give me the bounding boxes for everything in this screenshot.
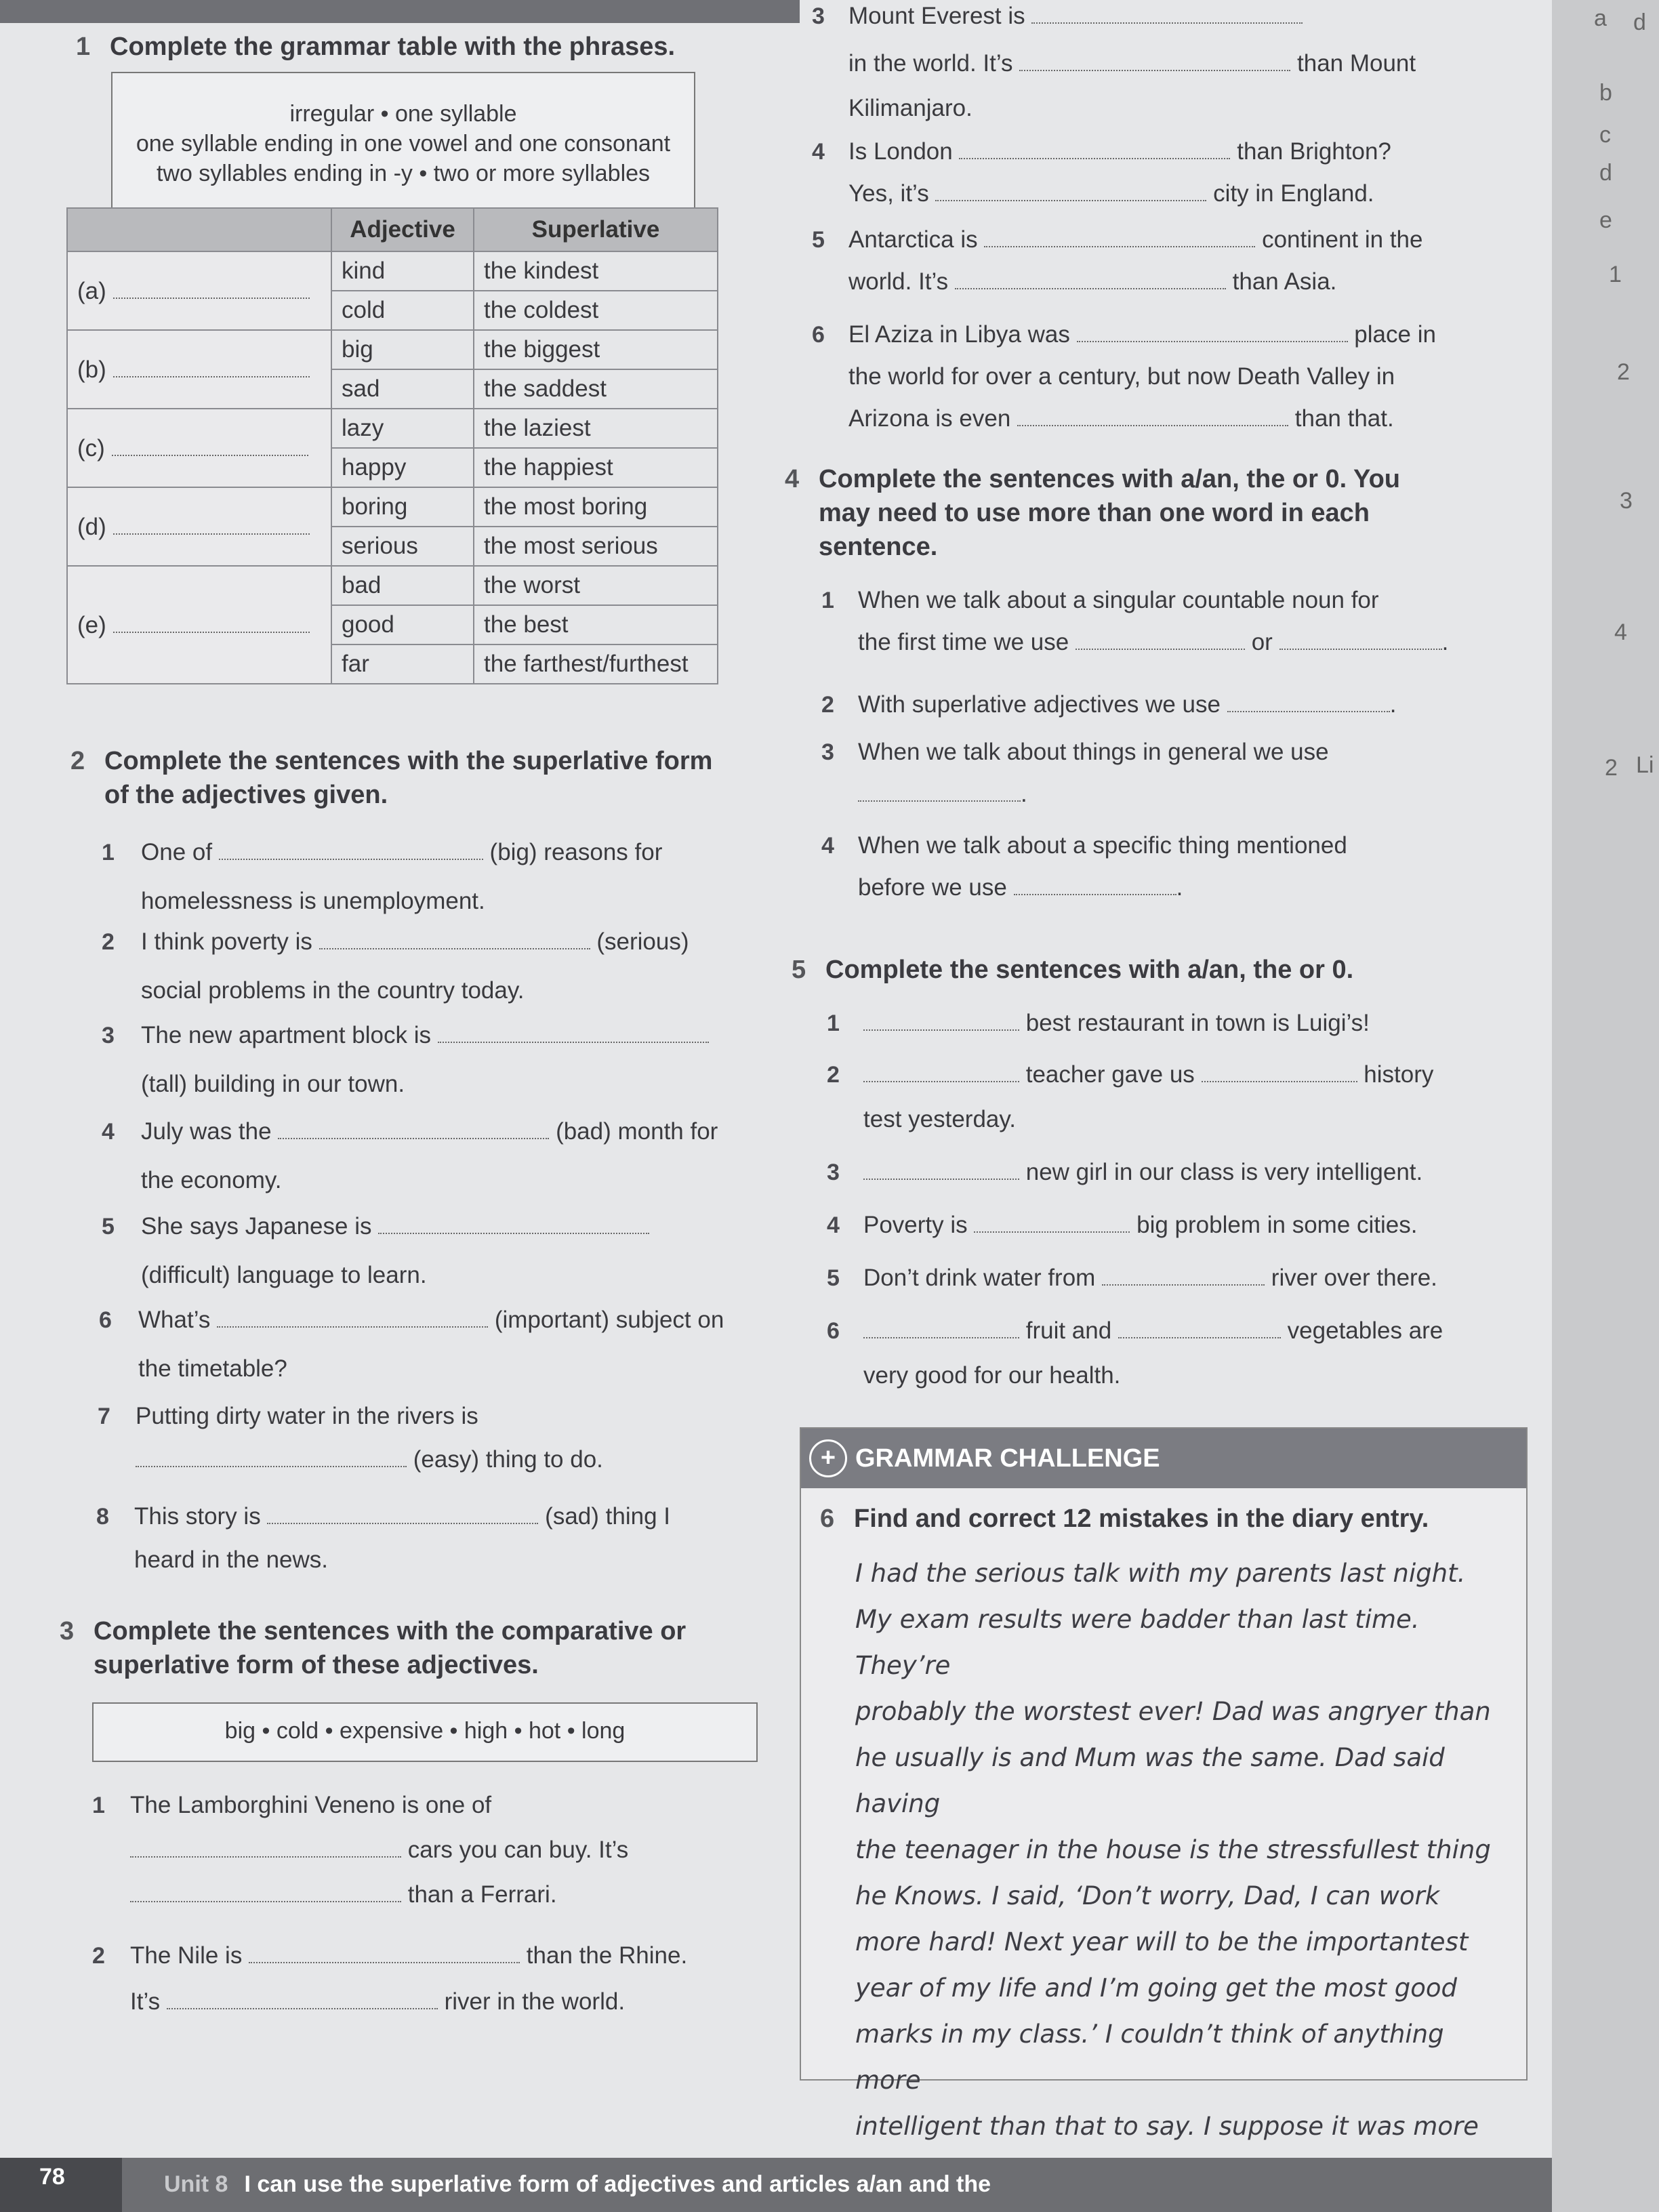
exercise-2-item	[99, 1304, 763, 1385]
answer-blank[interactable]	[267, 1502, 538, 1524]
item-number: 6	[812, 322, 825, 348]
item-number: 3	[821, 739, 834, 765]
item-text: continent in the	[1262, 226, 1423, 253]
section-3-heading	[60, 1614, 744, 1682]
exercise-5-item	[827, 1262, 1504, 1294]
edge-text: Li	[1636, 752, 1654, 778]
item-number: 1	[102, 840, 115, 865]
adjective-cell: far	[331, 644, 474, 684]
phrase-line: two syllables ending in -y • two or more syllables	[156, 161, 651, 186]
answer-blank[interactable]	[1077, 321, 1348, 342]
edge-text: b	[1599, 80, 1612, 106]
item-text: than that.	[1294, 405, 1394, 432]
item-text: Is London	[848, 138, 953, 165]
item-number: 4	[821, 833, 834, 859]
superlative-cell: the biggest	[474, 330, 718, 369]
item-text: the economy.	[141, 1167, 282, 1193]
item-text: Don’t drink water from	[863, 1265, 1096, 1291]
item-text: the timetable?	[138, 1355, 287, 1382]
exercise-3-item	[812, 224, 1503, 298]
section-title: Complete the grammar table with the phrases.	[110, 33, 676, 61]
item-text: river in the world.	[444, 1988, 626, 2015]
edge-text: e	[1599, 207, 1612, 233]
answer-blank[interactable]	[984, 226, 1255, 247]
exercise-3-item	[812, 0, 1503, 125]
answer-blank[interactable]	[319, 928, 590, 949]
adjective-cell: cold	[331, 291, 474, 330]
item-text: The Nile is	[130, 1942, 243, 1969]
item-text: new girl in our class is very intelligent.	[1025, 1159, 1423, 1185]
item-text: cars you can buy. It’s	[407, 1837, 629, 1863]
item-text: (important) subject on	[494, 1307, 724, 1333]
answer-blank[interactable]	[935, 180, 1206, 201]
rule-label-cell[interactable]: (b)	[67, 330, 331, 409]
item-text: the first time we use	[858, 629, 1069, 655]
answer-blank[interactable]	[858, 780, 1021, 802]
section-title: Complete the sentences with the comparative or	[94, 1617, 687, 1645]
exercise-5-item	[827, 1007, 1504, 1040]
item-number: 3	[812, 3, 825, 29]
item-text: When we talk about a specific thing mentioned	[858, 832, 1347, 859]
top-header-band	[0, 0, 800, 23]
item-text: before we use	[858, 874, 1007, 901]
item-number: 1	[827, 1010, 840, 1036]
edge-text: a	[1594, 5, 1607, 31]
exercise-5-item	[827, 1209, 1504, 1242]
item-number: 1	[92, 1793, 105, 1818]
exercise-4-item	[821, 830, 1499, 904]
unit-label: Unit 8	[164, 2171, 228, 2197]
section-title: of the adjectives given.	[104, 781, 388, 809]
edge-text: 4	[1614, 619, 1627, 645]
item-text: When we talk about a singular countable noun for	[858, 587, 1379, 613]
item-number: 8	[96, 1504, 109, 1530]
item-text: .	[1389, 691, 1397, 718]
item-text: heard in the news.	[134, 1547, 329, 1573]
exercise-3-item	[812, 136, 1503, 210]
can-do-statement: I can use the superlative form of adjectives and articles a/an and the	[244, 2171, 991, 2197]
section-number: 3	[60, 1617, 75, 1645]
exercise-3-item	[812, 319, 1503, 435]
item-text: (serious)	[596, 928, 689, 955]
item-number: 2	[827, 1062, 840, 1088]
item-text: .	[1176, 874, 1183, 901]
answer-blank[interactable]	[1279, 628, 1442, 650]
answer-blank[interactable]	[219, 838, 483, 860]
item-text: (bad) month for	[556, 1118, 718, 1145]
item-text: Putting dirty water in the rivers is	[136, 1403, 478, 1429]
answer-blank[interactable]	[1019, 49, 1290, 71]
adjective-cell: kind	[331, 251, 474, 291]
item-text: .	[1441, 629, 1449, 655]
item-number: 1	[821, 588, 834, 613]
answer-blank[interactable]	[1076, 628, 1245, 650]
superlative-cell: the laziest	[474, 409, 718, 448]
item-text: big problem in some cities.	[1136, 1212, 1418, 1238]
item-number: 4	[827, 1212, 840, 1238]
answer-blank[interactable]	[955, 268, 1226, 289]
item-text: in the world. It’s	[848, 50, 1013, 77]
rule-label-cell[interactable]: (d)	[67, 487, 331, 566]
superlative-cell: the happiest	[474, 448, 718, 487]
diary-entry-text: I had the serious talk with my parents last night. My exam results were badder than last time. They’re probably the worstest ever! Dad was angryer than he usually is and Mum was the same. Dad said having the teenager in the house is the stressfullest thing he Knows. I said, ‘Don’t worry, Dad, I can work more hard! Next year will to be the importantest year of my life and I’m going get the most good marks in my class.’ I couldn’t think of anything more intelligent than that to say. I suppose it was more	[855, 1559, 1491, 2141]
answer-blank[interactable]	[863, 1317, 1019, 1338]
answer-blank[interactable]	[130, 1836, 401, 1858]
adjective-cell: lazy	[331, 409, 474, 448]
item-number: 6	[99, 1307, 112, 1333]
exercise-4-item	[821, 584, 1499, 659]
exercise-4-item	[821, 736, 1499, 811]
adjective-cell: serious	[331, 527, 474, 566]
item-text: than Asia.	[1232, 268, 1337, 295]
answer-blank[interactable]	[1202, 1061, 1357, 1082]
edge-text: 3	[1620, 488, 1633, 514]
superlative-header: Superlative	[474, 208, 718, 251]
section-title: Complete the sentences with a/an, the or 0.	[825, 956, 1354, 984]
item-text: vegetables are	[1287, 1317, 1443, 1344]
item-text: history	[1364, 1061, 1434, 1088]
item-number: 2	[102, 929, 115, 955]
section-number: 4	[785, 465, 800, 493]
superlative-cell: the worst	[474, 566, 718, 605]
table-row	[67, 251, 718, 291]
item-number: 4	[102, 1119, 115, 1145]
facing-page-edge	[1552, 0, 1659, 2212]
phrase-box	[111, 72, 695, 214]
answer-blank[interactable]	[1118, 1317, 1281, 1338]
section-4-heading	[785, 462, 1469, 564]
adjective-cell: happy	[331, 448, 474, 487]
item-text: homelessness is unemployment.	[141, 888, 485, 914]
item-text: I think poverty is	[141, 928, 312, 955]
exercise-5-item	[827, 1059, 1504, 1136]
edge-text: 2	[1605, 755, 1618, 781]
answer-blank[interactable]	[130, 1881, 401, 1902]
item-text: the world for over a century, but now Death Valley in	[848, 363, 1395, 390]
item-text: Arizona is even	[848, 405, 1011, 432]
page-footer	[0, 2158, 1599, 2212]
item-text: test yesterday.	[863, 1106, 1017, 1132]
section-number: 1	[76, 33, 91, 61]
item-text: fruit and	[1025, 1317, 1112, 1344]
item-text: El Aziza in Libya was	[848, 321, 1070, 348]
answer-blank[interactable]	[378, 1212, 649, 1234]
item-text: What’s	[138, 1307, 211, 1333]
answer-blank[interactable]	[249, 1942, 520, 1963]
adjective-cell: good	[331, 605, 474, 644]
item-text: (sad) thing I	[545, 1503, 670, 1530]
answer-blank[interactable]	[1227, 691, 1390, 712]
page-number: 78	[0, 2158, 122, 2212]
item-text: social problems in the country today.	[141, 977, 525, 1004]
answer-blank[interactable]	[863, 1061, 1019, 1082]
edge-text: c	[1599, 122, 1611, 148]
item-number: 7	[98, 1404, 110, 1429]
section-title: Find and correct 12 mistakes in the diary entry.	[854, 1504, 1429, 1533]
section-title: Complete the sentences with the superlative form	[104, 747, 713, 775]
exercise-2-item	[102, 1210, 752, 1292]
grammar-challenge-box	[800, 1427, 1528, 2141]
item-text: She says Japanese is	[141, 1213, 372, 1240]
section-title: superlative form of these adjectives.	[94, 1651, 539, 1679]
superlative-cell: the most serious	[474, 527, 718, 566]
adjective-header: Adjective	[331, 208, 474, 251]
item-number: 3	[827, 1160, 840, 1185]
phrase-line: one syllable ending in one vowel and one consonant	[136, 131, 671, 157]
superlative-cell: the saddest	[474, 369, 718, 409]
item-text: (tall) building in our town.	[141, 1071, 405, 1097]
item-text: than the Rhine.	[526, 1942, 688, 1969]
answer-blank[interactable]	[217, 1306, 488, 1328]
section-title: Complete the sentences with a/an, the or 0. You	[819, 465, 1401, 493]
item-text: .	[1021, 781, 1027, 807]
item-text: Poverty is	[863, 1212, 968, 1238]
exercise-2-item	[102, 926, 752, 1007]
item-text: One of	[141, 839, 213, 865]
superlative-cell: the farthest/furthest	[474, 644, 718, 684]
item-text: The Lamborghini Veneno is one of	[130, 1792, 492, 1818]
item-text: (easy) thing to do.	[413, 1446, 603, 1473]
item-text: place in	[1354, 321, 1436, 348]
answer-blank[interactable]	[863, 1158, 1019, 1180]
item-number: 4	[812, 139, 825, 165]
adjective-word-box: big • cold • expensive • high • hot • long	[92, 1702, 758, 1762]
adjective-cell: bad	[331, 566, 474, 605]
answer-blank[interactable]	[959, 138, 1230, 159]
edge-text: d	[1633, 9, 1646, 35]
challenge-banner	[801, 1429, 1526, 1488]
section-number: 5	[792, 956, 806, 984]
section-title: sentence.	[819, 533, 938, 561]
item-number: 5	[812, 227, 825, 253]
exercise-2-item	[102, 836, 752, 918]
item-text: With superlative adjectives we use	[858, 691, 1221, 718]
item-text: world. It’s	[848, 268, 949, 295]
exercise-5-item	[827, 1315, 1504, 1392]
section-title: may need to use more than one word in each	[819, 499, 1370, 527]
item-text: very good for our health.	[863, 1362, 1121, 1389]
item-text: teacher gave us	[1025, 1061, 1195, 1088]
item-text: (difficult) language to learn.	[141, 1262, 427, 1288]
item-text: Yes, it’s	[848, 180, 929, 207]
item-text: city in England.	[1213, 180, 1374, 207]
item-text: This story is	[134, 1503, 261, 1530]
adjective-cell: big	[331, 330, 474, 369]
exercise-2-item	[102, 1019, 752, 1101]
rule-label-cell[interactable]: (a)	[67, 251, 331, 330]
edge-text: d	[1599, 160, 1612, 186]
empty-header-cell	[67, 208, 331, 251]
rule-label-cell[interactable]: (c)	[67, 409, 331, 487]
item-number: 3	[102, 1023, 115, 1048]
edge-text: 2	[1617, 359, 1630, 385]
item-text: river over there.	[1271, 1265, 1437, 1291]
item-text: (big) reasons for	[489, 839, 663, 865]
answer-blank[interactable]	[974, 1211, 1130, 1233]
exercise-2-item	[102, 1115, 752, 1197]
item-text: The new apartment block is	[141, 1022, 431, 1048]
rule-label-cell[interactable]: (e)	[67, 566, 331, 684]
plus-circle-icon: +	[809, 1439, 847, 1477]
section-5-heading	[792, 953, 1503, 987]
adjective-cell: boring	[331, 487, 474, 527]
section-number: 6	[820, 1504, 835, 1533]
section-6-heading	[820, 1502, 1429, 1536]
item-text: Kilimanjaro.	[848, 95, 972, 121]
superlative-cell: the most boring	[474, 487, 718, 527]
answer-blank[interactable]	[1102, 1264, 1265, 1286]
answer-blank[interactable]	[1031, 2, 1303, 24]
item-text: Antarctica is	[848, 226, 978, 253]
item-text: When we talk about things in general we use	[858, 739, 1329, 765]
exercise-3-item	[92, 1940, 743, 2018]
exercise-5-item	[827, 1156, 1504, 1189]
item-text: than Mount	[1297, 50, 1416, 77]
item-text: than a Ferrari.	[407, 1881, 557, 1908]
edge-text: 1	[1609, 262, 1622, 287]
answer-blank[interactable]	[1017, 405, 1288, 426]
section-1-heading	[76, 30, 676, 64]
item-text: or	[1251, 629, 1273, 655]
adjective-cell: sad	[331, 369, 474, 409]
exercise-2-item	[96, 1500, 747, 1576]
table-row	[67, 566, 718, 605]
footer-statement	[164, 2171, 991, 2198]
section-number: 2	[70, 747, 85, 775]
item-text: It’s	[130, 1988, 161, 2015]
superlative-cell: the best	[474, 605, 718, 644]
item-number: 2	[821, 692, 834, 718]
item-number: 2	[92, 1943, 105, 1969]
table-row	[67, 330, 718, 369]
exercise-2-item	[98, 1400, 748, 1476]
item-number: 5	[827, 1265, 840, 1291]
challenge-banner-label: GRAMMAR CHALLENGE	[855, 1444, 1160, 1473]
grammar-table	[66, 207, 718, 684]
section-2-heading	[70, 744, 755, 812]
item-text: July was the	[141, 1118, 272, 1145]
table-header-row	[67, 208, 718, 251]
superlative-cell: the kindest	[474, 251, 718, 291]
table-row	[67, 409, 718, 448]
answer-blank[interactable]	[863, 1009, 1019, 1031]
exercise-3-item	[92, 1789, 743, 1911]
item-number: 6	[827, 1318, 840, 1344]
answer-blank[interactable]	[167, 1988, 438, 2009]
table-row	[67, 487, 718, 527]
answer-blank[interactable]	[438, 1021, 709, 1043]
answer-blank[interactable]	[136, 1446, 407, 1467]
item-number: 5	[102, 1214, 115, 1240]
phrase-line: irregular • one syllable	[289, 101, 517, 127]
item-text: best restaurant in town is Luigi’s!	[1025, 1010, 1370, 1036]
item-text: than Brighton?	[1237, 138, 1391, 165]
superlative-cell: the coldest	[474, 291, 718, 330]
answer-blank[interactable]	[278, 1118, 549, 1139]
item-text: Mount Everest is	[848, 3, 1025, 29]
exercise-4-item	[821, 689, 1499, 721]
answer-blank[interactable]	[1014, 874, 1176, 895]
